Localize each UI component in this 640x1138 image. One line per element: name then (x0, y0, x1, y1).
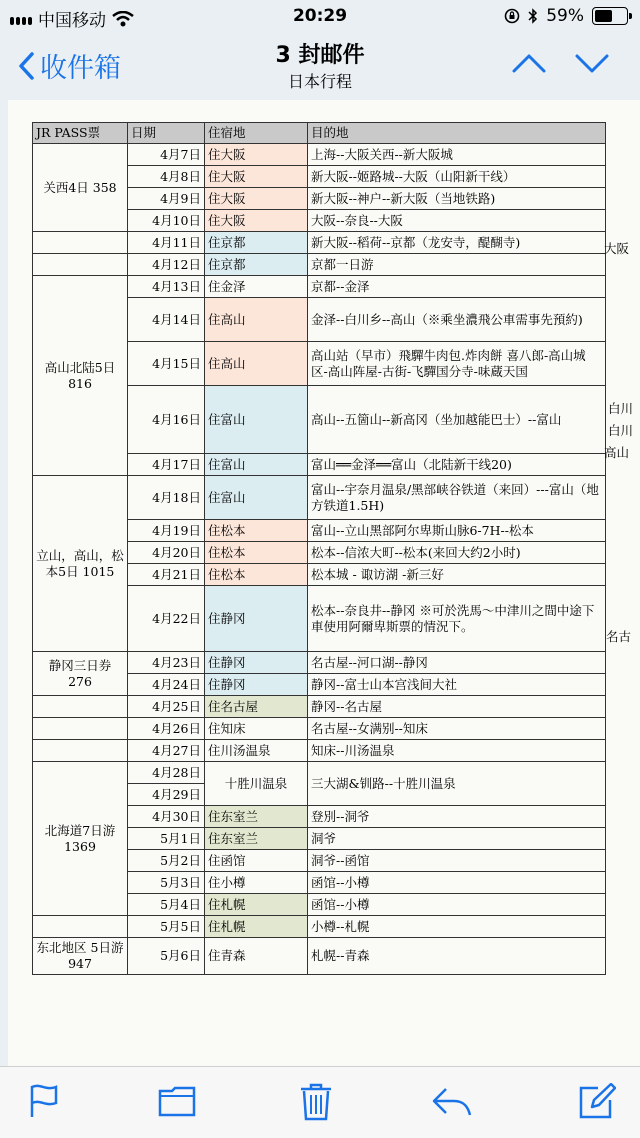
destination-cell: 静冈--富士山本宫浅间大社 (308, 674, 606, 696)
accommodation-cell: 住东室兰 (205, 806, 308, 828)
trash-icon[interactable] (300, 1083, 332, 1121)
date-cell: 5月3日 (128, 872, 205, 894)
bluetooth-icon (528, 8, 538, 24)
previous-message-button[interactable] (512, 52, 546, 74)
accommodation-cell: 住大阪 (205, 188, 308, 210)
carrier-label: 中国移动 (38, 11, 106, 31)
table-header-row (33, 123, 606, 144)
accommodation-cell: 住大阪 (205, 166, 308, 188)
date-cell: 5月6日 (128, 938, 205, 975)
date-cell: 4月28日 (128, 762, 205, 784)
destination-cell: 高山站（早市）飛驒牛肉包.炸肉餅 喜八郎-高山城区-高山阵屋-古街-飞驒国分寺-味蔵天国 (308, 342, 606, 386)
accommodation-cell: 住松本 (205, 542, 308, 564)
destination-cell: 函馆--小樽 (308, 894, 606, 916)
itinerary-body (33, 144, 606, 975)
table-row (33, 652, 606, 674)
accommodation-cell: 住川汤温泉 (205, 740, 308, 762)
date-cell: 5月2日 (128, 850, 205, 872)
table-row (33, 718, 606, 740)
date-cell: 4月15日 (128, 342, 205, 386)
destination-cell: 登別--洞爷 (308, 806, 606, 828)
battery-icon (592, 7, 628, 25)
orientation-lock-icon (504, 8, 520, 24)
accommodation-cell: 住名古屋 (205, 696, 308, 718)
destination-cell: 富山--宇奈月温泉/黑部峡谷铁道（来回）---富山（地方铁道1.5H) (308, 476, 606, 520)
date-cell: 4月11日 (128, 232, 205, 254)
accommodation-cell: 住京都 (205, 254, 308, 276)
table-row (33, 254, 606, 276)
pass-cell: 静冈三日券 276 (33, 652, 128, 696)
accommodation-cell: 住富山 (205, 386, 308, 454)
destination-cell: 京都--金泽 (308, 276, 606, 298)
date-cell: 4月25日 (128, 696, 205, 718)
reply-icon[interactable] (430, 1083, 472, 1119)
clock: 20:29 (292, 6, 348, 26)
destination-cell: 名古屋--女满别--知床 (308, 718, 606, 740)
pass-cell (33, 740, 128, 762)
date-cell: 4月22日 (128, 586, 205, 652)
destination-cell: 小樽--札幌 (308, 916, 606, 938)
date-cell: 4月7日 (128, 144, 205, 166)
side-note: 大阪 (604, 241, 630, 256)
column-header: 日期 (128, 123, 205, 144)
date-cell: 4月30日 (128, 806, 205, 828)
accommodation-cell: 住静冈 (205, 652, 308, 674)
table-row (33, 740, 606, 762)
destination-cell: 名古屋--河口湖--静冈 (308, 652, 606, 674)
page-subtitle: 日本行程 (287, 72, 352, 91)
itinerary-table (32, 122, 606, 975)
date-cell: 4月29日 (128, 784, 205, 806)
date-cell: 4月8日 (128, 166, 205, 188)
destination-cell: 函馆--小樽 (308, 872, 606, 894)
destination-cell: 三大湖&钏路--十胜川温泉 (308, 762, 606, 806)
destination-cell: 上海--大阪关西--新大阪城 (308, 144, 606, 166)
destination-cell: 新大阪--神户--新大阪（当地铁路) (308, 188, 606, 210)
accommodation-cell: 住札幌 (205, 894, 308, 916)
accommodation-cell: 住高山 (205, 342, 308, 386)
accommodation-cell: 十胜川温泉 (205, 762, 308, 806)
table-row (33, 762, 606, 784)
destination-cell: 富山--立山黑部阿尔卑斯山脉6-7H--松本 (308, 520, 606, 542)
date-cell: 4月26日 (128, 718, 205, 740)
accommodation-cell: 住静冈 (205, 586, 308, 652)
table-row (33, 232, 606, 254)
pass-cell (33, 232, 128, 254)
accommodation-cell: 住知床 (205, 718, 308, 740)
destination-cell: 高山--五箇山--新高冈（坐加越能巴士）--富山 (308, 386, 606, 454)
pass-cell (33, 916, 128, 938)
itinerary-image[interactable] (8, 100, 640, 1066)
date-cell: 4月9日 (128, 188, 205, 210)
flag-icon[interactable] (28, 1083, 60, 1119)
date-cell: 4月17日 (128, 454, 205, 476)
accommodation-cell: 住东室兰 (205, 828, 308, 850)
accommodation-cell: 住富山 (205, 454, 308, 476)
date-cell: 4月16日 (128, 386, 205, 454)
accommodation-cell: 住小樽 (205, 872, 308, 894)
accommodation-cell: 住大阪 (205, 210, 308, 232)
accommodation-cell: 住金泽 (205, 276, 308, 298)
compose-icon[interactable] (578, 1083, 616, 1121)
next-message-button[interactable] (575, 52, 609, 74)
destination-cell: 松本城 - 诹访湖 -新三好 (308, 564, 606, 586)
destination-cell: 京都一日游 (308, 254, 606, 276)
navigation-bar (0, 32, 640, 98)
date-cell: 4月10日 (128, 210, 205, 232)
table-row (33, 916, 606, 938)
destination-cell: 知床--川汤温泉 (308, 740, 606, 762)
destination-cell: 松本--奈良井--静冈 ※可於洗馬～中津川之間中途下車使用阿爾卑斯票的情況下。 (308, 586, 606, 652)
date-cell: 4月19日 (128, 520, 205, 542)
status-bar (0, 0, 640, 32)
accommodation-cell: 住富山 (205, 476, 308, 520)
date-cell: 4月20日 (128, 542, 205, 564)
date-cell: 4月24日 (128, 674, 205, 696)
destination-cell: 大阪--奈良--大阪 (308, 210, 606, 232)
accommodation-cell: 住高山 (205, 298, 308, 342)
side-note: 白川 (608, 401, 634, 416)
date-cell: 5月1日 (128, 828, 205, 850)
back-button-label: 收件箱 (40, 53, 121, 84)
pass-cell: 北海道7日游 1369 (33, 762, 128, 916)
side-note: 名古 (606, 629, 632, 644)
folder-icon[interactable] (158, 1083, 196, 1119)
pass-cell (33, 696, 128, 718)
destination-cell: 富山══金泽══富山（北陆新干线20) (308, 454, 606, 476)
accommodation-cell: 住青森 (205, 938, 308, 975)
date-cell: 4月14日 (128, 298, 205, 342)
column-header: JR PASS票 (33, 123, 128, 144)
accommodation-cell: 住静冈 (205, 674, 308, 696)
column-header: 住宿地 (205, 123, 308, 144)
bottom-toolbar (0, 1066, 640, 1138)
destination-cell: 金泽--白川乡--高山（※乘坐濃飛公車需事先預約) (308, 298, 606, 342)
date-cell: 4月23日 (128, 652, 205, 674)
destination-cell: 洞爷 (308, 828, 606, 850)
destination-cell: 洞爷--函馆 (308, 850, 606, 872)
pass-cell: 东北地区 5日游 947 (33, 938, 128, 975)
table-row (33, 476, 606, 520)
accommodation-cell: 住松本 (205, 520, 308, 542)
date-cell: 5月4日 (128, 894, 205, 916)
pass-cell (33, 718, 128, 740)
pass-cell: 高山北陆5日 816 (33, 276, 128, 476)
destination-cell: 新大阪--姬路城--大阪（山阳新干线） (308, 166, 606, 188)
accommodation-cell: 住札幌 (205, 916, 308, 938)
accommodation-cell: 住大阪 (205, 144, 308, 166)
table-row (33, 276, 606, 298)
pass-cell (33, 254, 128, 276)
date-cell: 4月12日 (128, 254, 205, 276)
date-cell: 5月5日 (128, 916, 205, 938)
side-note: 白川 (608, 423, 634, 438)
table-row (33, 696, 606, 718)
column-header: 目的地 (308, 123, 606, 144)
accommodation-cell: 住函馆 (205, 850, 308, 872)
date-cell: 4月21日 (128, 564, 205, 586)
pass-cell: 立山，高山，松本5日 1015 (33, 476, 128, 652)
page-title: 3 封邮件 (275, 43, 365, 68)
date-cell: 4月27日 (128, 740, 205, 762)
table-row (33, 144, 606, 166)
destination-cell: 札幌--青森 (308, 938, 606, 975)
side-note: 高山 (604, 445, 630, 460)
accommodation-cell: 住松本 (205, 564, 308, 586)
date-cell: 4月18日 (128, 476, 205, 520)
accommodation-cell: 住京都 (205, 232, 308, 254)
date-cell: 4月13日 (128, 276, 205, 298)
destination-cell: 静冈--名古屋 (308, 696, 606, 718)
table-row (33, 938, 606, 975)
pass-cell: 关西4日 358 (33, 144, 128, 232)
destination-cell: 松本--信浓大町--松本(来回大约2小时) (308, 542, 606, 564)
battery-percent: 59% (546, 6, 584, 26)
destination-cell: 新大阪--稻荷--京都（龙安寺，醍醐寺) (308, 232, 606, 254)
